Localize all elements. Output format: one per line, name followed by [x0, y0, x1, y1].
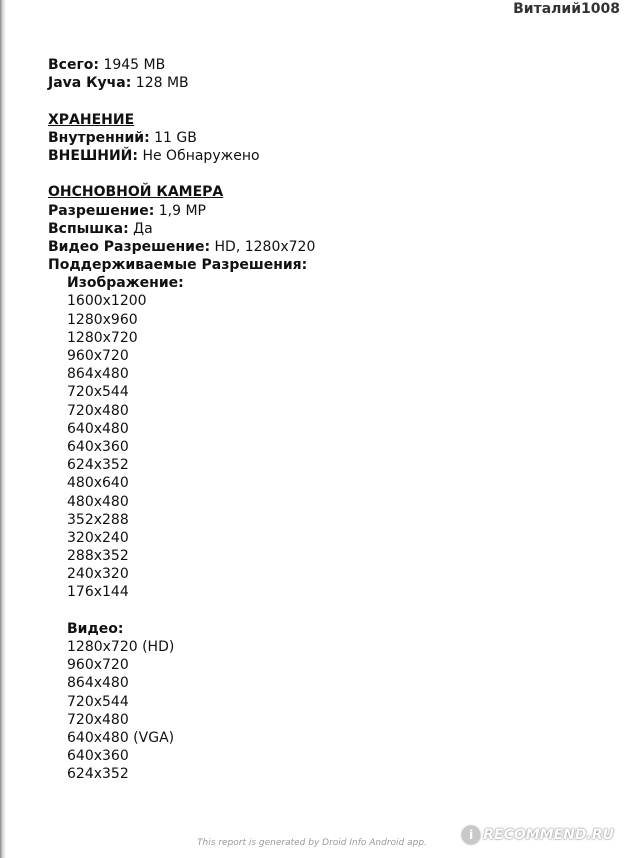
list-item: 240x320	[67, 566, 129, 583]
java-heap-label: Java Куча:	[48, 75, 132, 92]
list-item: 720x544	[67, 693, 129, 710]
list-item: 720x480	[67, 402, 129, 419]
list-item: 720x480	[67, 711, 129, 728]
camera-resolution-row	[48, 202, 315, 220]
list-item: 480x480	[67, 493, 129, 510]
list-item: 640x480 (VGA)	[67, 729, 175, 746]
camera-resolution-value: 1,9 MP	[158, 202, 207, 219]
list-item: 320x240	[67, 529, 129, 546]
external-storage-row	[48, 147, 315, 165]
internal-storage-label: Внутренний:	[48, 129, 150, 146]
supported-resolutions-row	[48, 256, 315, 274]
internal-storage-value: 11 GB	[154, 129, 197, 146]
watermark-logo-icon: i	[462, 826, 480, 844]
camera-heading: ОНСНОВНОЙ КАМЕРА	[48, 184, 224, 201]
external-storage-value: Не Обнаружено	[142, 147, 260, 164]
camera-flash-row	[48, 220, 315, 238]
list-item: 1280x720	[67, 329, 138, 346]
internal-storage-row	[48, 129, 315, 147]
list-item: 960x720	[67, 657, 129, 674]
list-item: 176x144	[67, 584, 129, 601]
image-resolutions-label-row	[67, 274, 315, 292]
camera-resolution-label: Разрешение:	[48, 202, 155, 219]
video-resolutions-label: Видео:	[67, 620, 124, 637]
list-item: 864x480	[67, 366, 129, 383]
camera-flash-label: Вспышка:	[48, 220, 129, 237]
list-item: 624x352	[67, 457, 129, 474]
list-item: 720x544	[67, 384, 129, 401]
watermark-text: RECOMMEND.RU	[483, 827, 614, 843]
list-item: 288x352	[67, 548, 129, 565]
memory-total-row	[48, 56, 315, 74]
java-heap-row	[48, 74, 315, 92]
video-resolution-label: Видео Разрешение:	[48, 238, 211, 255]
camera-flash-value: Да	[133, 220, 153, 237]
external-storage-label: ВНЕШНИЙ:	[48, 147, 138, 164]
list-item: 480x640	[67, 475, 129, 492]
list-item: 1280x720 (HD)	[67, 639, 175, 655]
list-item: 352x288	[67, 511, 129, 528]
list-item: 1600x1200	[67, 293, 147, 310]
page-edge-shadow	[0, 0, 6, 858]
list-item: 960x720	[67, 348, 129, 364]
username[interactable]: Виталий1008	[513, 1, 620, 17]
java-heap-value: 128 MB	[135, 75, 189, 92]
image-resolutions-block	[48, 274, 315, 783]
device-report	[48, 56, 315, 784]
video-resolution-value: HD, 1280x720	[214, 238, 316, 255]
watermark	[462, 826, 614, 844]
video-resolution-row	[48, 238, 315, 256]
list-item: 1280x960	[67, 311, 138, 328]
list-item: 640x360	[67, 748, 129, 765]
memory-total-label: Всего:	[48, 57, 99, 73]
memory-total-value: 1945 MB	[103, 57, 166, 73]
video-resolutions-label-row	[67, 620, 315, 638]
list-item: 864x480	[67, 675, 129, 692]
report-footer: This report is generated by Droid Info Android app.	[197, 838, 427, 848]
supported-resolutions-label: Поддерживаемые Разрешения:	[48, 257, 308, 274]
list-item: 624x352	[67, 766, 129, 783]
list-item: 640x480	[67, 420, 129, 437]
list-item: 640x360	[67, 438, 129, 455]
image-resolutions-label: Изображение:	[67, 275, 184, 292]
storage-heading: ХРАНЕНИЕ	[48, 111, 135, 128]
